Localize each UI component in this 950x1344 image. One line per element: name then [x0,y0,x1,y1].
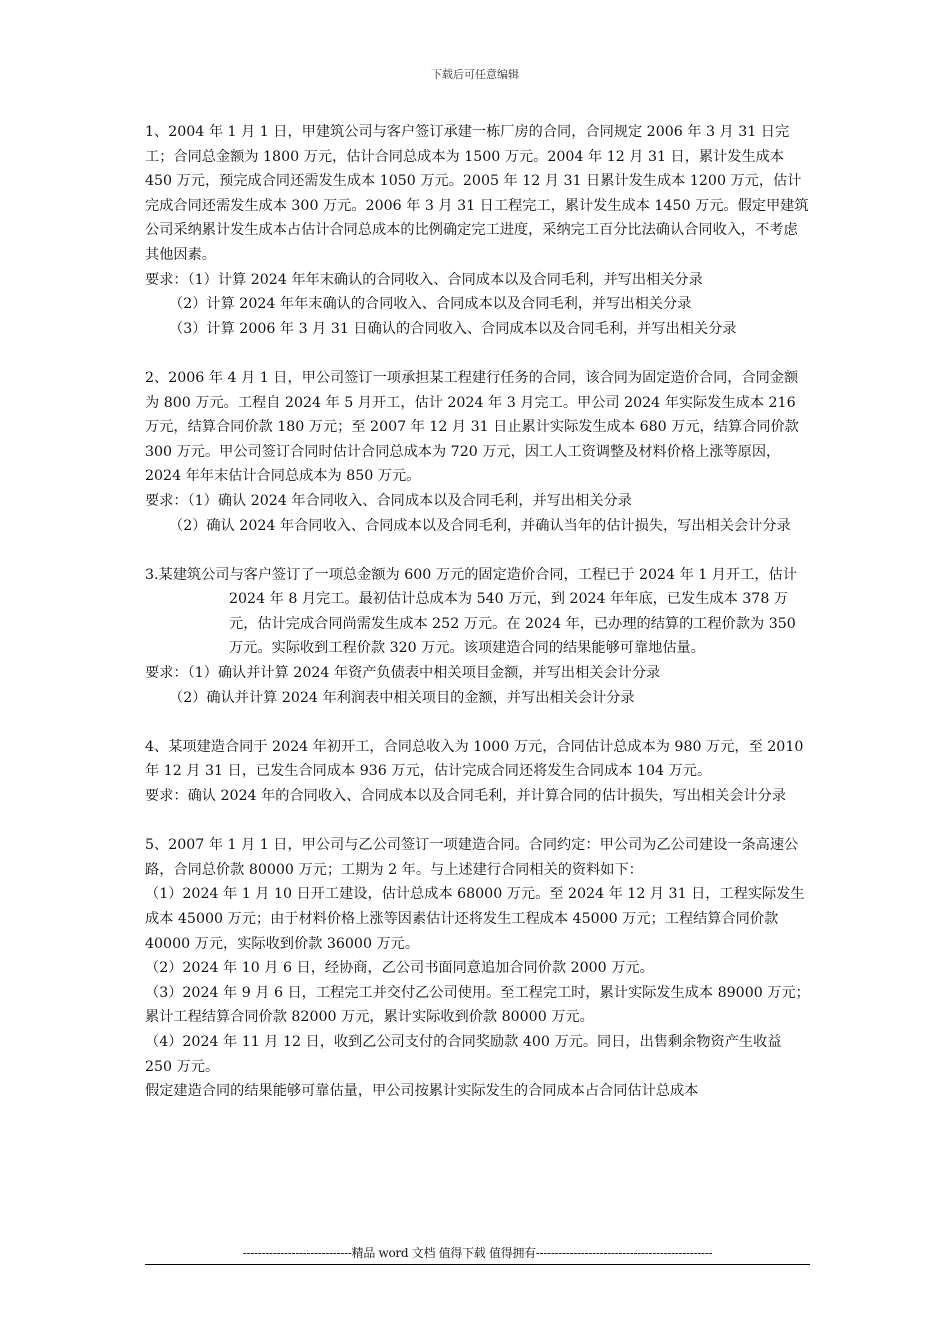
question-5-tail: 假定建造合同的结果能够可靠估量，甲公司按累计实际发生的合同成本占合同估计总成本 [145,1083,699,1100]
question-4-requirement: 要求：确认 2024 年的合同收入、合同成本以及合同毛利，并计算合同的估计损失，写出相关会计分录 [145,788,787,805]
question-5-item-2: （2）2024 年 10 月 6 日，经协商，乙公司书面同意追加合同价款 2000 万元。 [145,960,654,977]
question-5-item-1: （1）2024 年 1 月 10 日开工建设，估计总成本 68000 万元。至 2024 年 12 月 31 日，工程实际发生成本 45000 万元；由于材料价格上涨等因素估计还将发生工程成本 45000 万元；工程结算合同价款 40000 万元，实际收到价款 36000 万元。 [145,886,805,952]
question-2-text: 2、2006 年 4 月 1 日，甲公司签订一项承担某工程建行任务的合同，该合同为固定造价合同，合同金额为 800 万元。工程自 2024 年 5 月开工，估计 2024 年 3 月完工。甲公司 2024 年实际发生成本 216 万元，结算合同价款 180 万元；至 2007 年 12 月 31 日止累计实际发生成本 680 万元，结算合同价款 300 万元。甲公司签订合同时估计合同总成本为 720 万元，因工人工资调整及材料价格上涨等原因，2024 年年末估计合同总成本为 850 万元。 [145,369,799,485]
spacer [145,710,810,735]
question-5-text: 5、2007 年 1 月 1 日，甲公司与乙公司签订一项建造合同。合同约定：甲公司为乙公司建设一条高速公路，合同总价款 80000 万元；工期为 2 年。与上述建行合同相关的资料如下： [145,837,799,878]
question-1-requirement-1: 要求：（1）计算 2024 年年末确认的合同收入、合同成本以及合同毛利，并写出相关分录 [145,271,703,288]
question-2-requirement-1: 要求：（1）确认 2024 年合同收入、合同成本以及合同毛利，并写出相关分录 [145,492,632,509]
question-3-requirement-1: 要求：（1）确认并计算 2024 年资产负债表中相关项目金额，并写出相关会计分录 [145,665,661,682]
question-2-requirement-2: （2）确认 2024 年合同收入、合同成本以及合同毛利，并确认当年的估计损失，写出相关会计分录 [169,517,791,534]
question-4-text: 4、某项建造合同于 2024 年初开工，合同总收入为 1000 万元，合同估计总成本为 980 万元，至 2010 年 12 月 31 日，已发生合同成本 936 万元，估计完成合同还将发生合同成本 104 万元。 [145,738,804,780]
question-5-item-4: （4）2024 年 11 月 12 日，收到乙公司支付的合同奖励款 400 万元。同日，出售剩余物资产生收益 250 万元。 [145,1033,782,1075]
spacer [145,538,810,563]
spacer [145,809,810,834]
question-5-item-3: （3）2024 年 9 月 6 日，工程完工并交付乙公司使用。至工程完工时，累计实际发生成本 89000 万元；累计工程结算合同价款 82000 万元，累计实际收到价款 80000 万元。 [145,984,810,1026]
page-header: 下载后可任意编辑 [431,68,519,81]
question-3-text: 3.某建筑公司与客户签订了一项总金额为 600 万元的固定造价合同，工程已于 2024 年 1 月开工，估计 2024 年 8 月完工。最初估计总成本为 540 万元，到 2024 年年底，已发生成本 378 万元，估计完成合同尚需发生成本 252 万元。在 2024 年，已办理的结算的工程价款为 350 万元。实际收到工程价款 320 万元。该项建造合同的结果能够可靠地估量。 [145,566,797,657]
question-1-requirement-2: （2）计算 2024 年年末确认的合同收入、合同成本以及合同毛利，并写出相关分录 [169,296,692,313]
document-body [145,120,810,1104]
page-footer: -----------------------------精品 word 文档 值得下载 值得拥有----------------------------------------------- [242,1246,713,1260]
spacer [145,341,810,366]
question-1-text: 1、2004 年 1 月 1 日，甲建筑公司与客户签订承建一栋厂房的合同，合同规定 2006 年 3 月 31 日完工；合同总金额为 1800 万元，估计合同总成本为 1500 万元。2004 年 12 月 31 日，累计发生成本 450 万元，预完成合同还需发生成本 1050 万元。2005 年 12 月 31 日累计发生成本 1200 万元，估计完成合同还需发生成本 300 万元。2006 年 3 月 31 日工程完工，累计发生成本 1450 万元。假定甲建筑公司采纳累计发生成本占估计合同总成本的比例确定完工进度，采纳完工百分比法确认合同收入，不考虑其他因素。 [145,124,809,263]
footer-rule [145,1264,810,1265]
question-1-requirement-3: （3）计算 2006 年 3 月 31 日确认的合同收入、合同成本以及合同毛利，并写出相关分录 [169,320,737,337]
question-3-requirement-2: （2）确认并计算 2024 年利润表中相关项目的金额，并写出相关会计分录 [169,689,635,706]
